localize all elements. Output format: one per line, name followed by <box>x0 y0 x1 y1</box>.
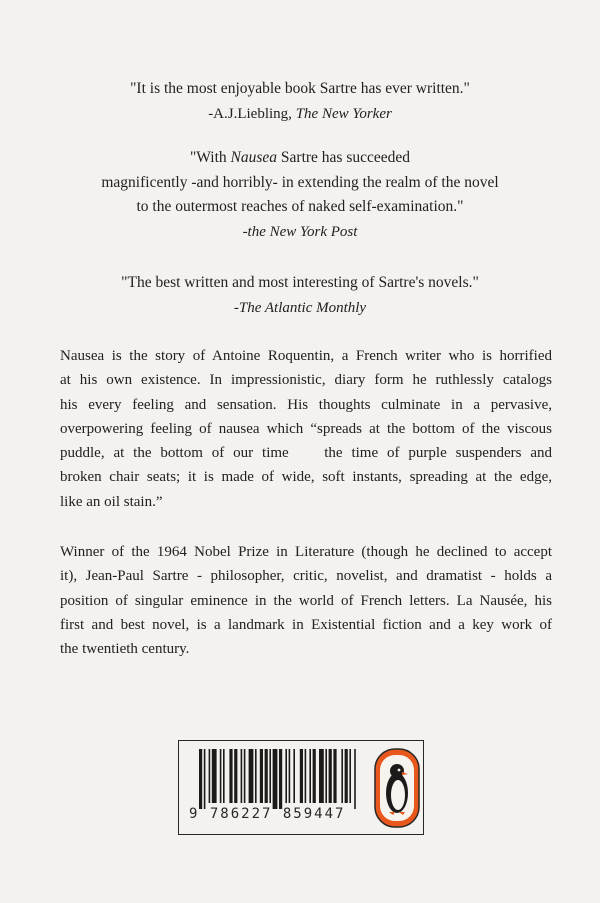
barcode-bar <box>325 749 327 803</box>
barcode-bar <box>345 749 348 803</box>
barcode-bar <box>300 749 303 803</box>
barcode-bar <box>199 749 202 809</box>
barcode-bar <box>212 749 217 803</box>
barcode-bar <box>273 749 278 809</box>
barcode-bar <box>260 749 263 803</box>
quote-2-line-2: magnificently -and horribly- in extending the realm of the novel <box>101 173 499 191</box>
barcode-bar <box>229 749 232 803</box>
barcode-bar <box>204 749 206 809</box>
description-line: his every feeling and sensation. His thoughts culminate in a pervasive, <box>60 396 552 413</box>
quote-1-text: "It is the most enjoyable book Sartre has ever written." <box>130 80 470 97</box>
author-bio <box>60 540 552 661</box>
description-line: like an oil stain.” <box>60 493 163 510</box>
quote-3-source: -The Atlantic Monthly <box>233 299 367 316</box>
isbn-number: 9 786227 859447 <box>189 806 346 822</box>
barcode-bar <box>279 749 282 809</box>
penguin-logo-icon <box>374 748 420 828</box>
barcode-bar <box>354 749 356 809</box>
barcode-bar <box>269 749 271 803</box>
barcode-bar <box>241 749 243 803</box>
bio-line: position of singular eminence in the world of French letters. La Nausée, his <box>60 592 552 609</box>
quote-2-source: -the New York Post <box>242 223 358 240</box>
review-quote-2 <box>0 146 600 244</box>
barcode-bar <box>329 749 332 803</box>
barcode-bar <box>209 749 211 803</box>
barcode-bar <box>289 749 291 803</box>
barcode-bar <box>255 749 257 803</box>
quote-1-source: -A.J.Liebling, The New Yorker <box>208 105 392 122</box>
barcode-bar <box>293 749 295 803</box>
bio-line: first and best novel, is a landmark in Existential fiction and a key work of <box>60 616 552 633</box>
review-quote-3 <box>0 271 600 320</box>
description-line: puddle, at the bottom of our time the time of purple suspenders and <box>60 445 552 462</box>
barcode-bar <box>313 749 316 803</box>
barcode-bar <box>234 749 237 803</box>
bio-line: Winner of the 1964 Nobel Prize in Literature (though he declined to accept <box>60 544 552 560</box>
description-line: overpowering feeling of nausea which “spreads at the bottom of the viscous <box>60 420 552 437</box>
description-line: at his own existence. In impressionistic, diary form he ruthlessly catalogs <box>60 372 552 389</box>
barcode-bar <box>220 749 222 803</box>
book-description <box>60 344 552 514</box>
review-quote-1 <box>0 77 600 126</box>
barcode-bar <box>305 749 307 803</box>
quote-2-line-3: to the outermost reaches of naked self-examination." <box>136 198 464 215</box>
barcode-bar <box>319 749 324 803</box>
barcode-bar <box>285 749 287 803</box>
quote-3-text: "The best written and most interesting of Sartre's novels." <box>121 274 479 291</box>
barcode-bar <box>265 749 268 803</box>
barcode-bar <box>223 749 225 803</box>
barcode-bar <box>341 749 343 803</box>
bio-line: the twentieth century. <box>60 641 190 658</box>
description-line: Nausea is the story of Antoine Roquentin, a French writer who is horrified <box>60 348 552 364</box>
quote-2-line-1: "With Nausea Sartre has succeeded <box>189 149 411 166</box>
bio-line: it), Jean-Paul Sartre - philosopher, critic, novelist, and dramatist - holds a <box>60 568 552 585</box>
barcode-bar <box>333 749 336 803</box>
barcode-bar <box>249 749 254 803</box>
description-line: broken chair seats; it is made of wide, soft instants, spreading at the edge, <box>60 469 552 486</box>
barcode-bar <box>309 749 311 803</box>
barcode-bars <box>179 741 369 811</box>
barcode-bar <box>244 749 246 803</box>
barcode-bar <box>349 749 351 803</box>
